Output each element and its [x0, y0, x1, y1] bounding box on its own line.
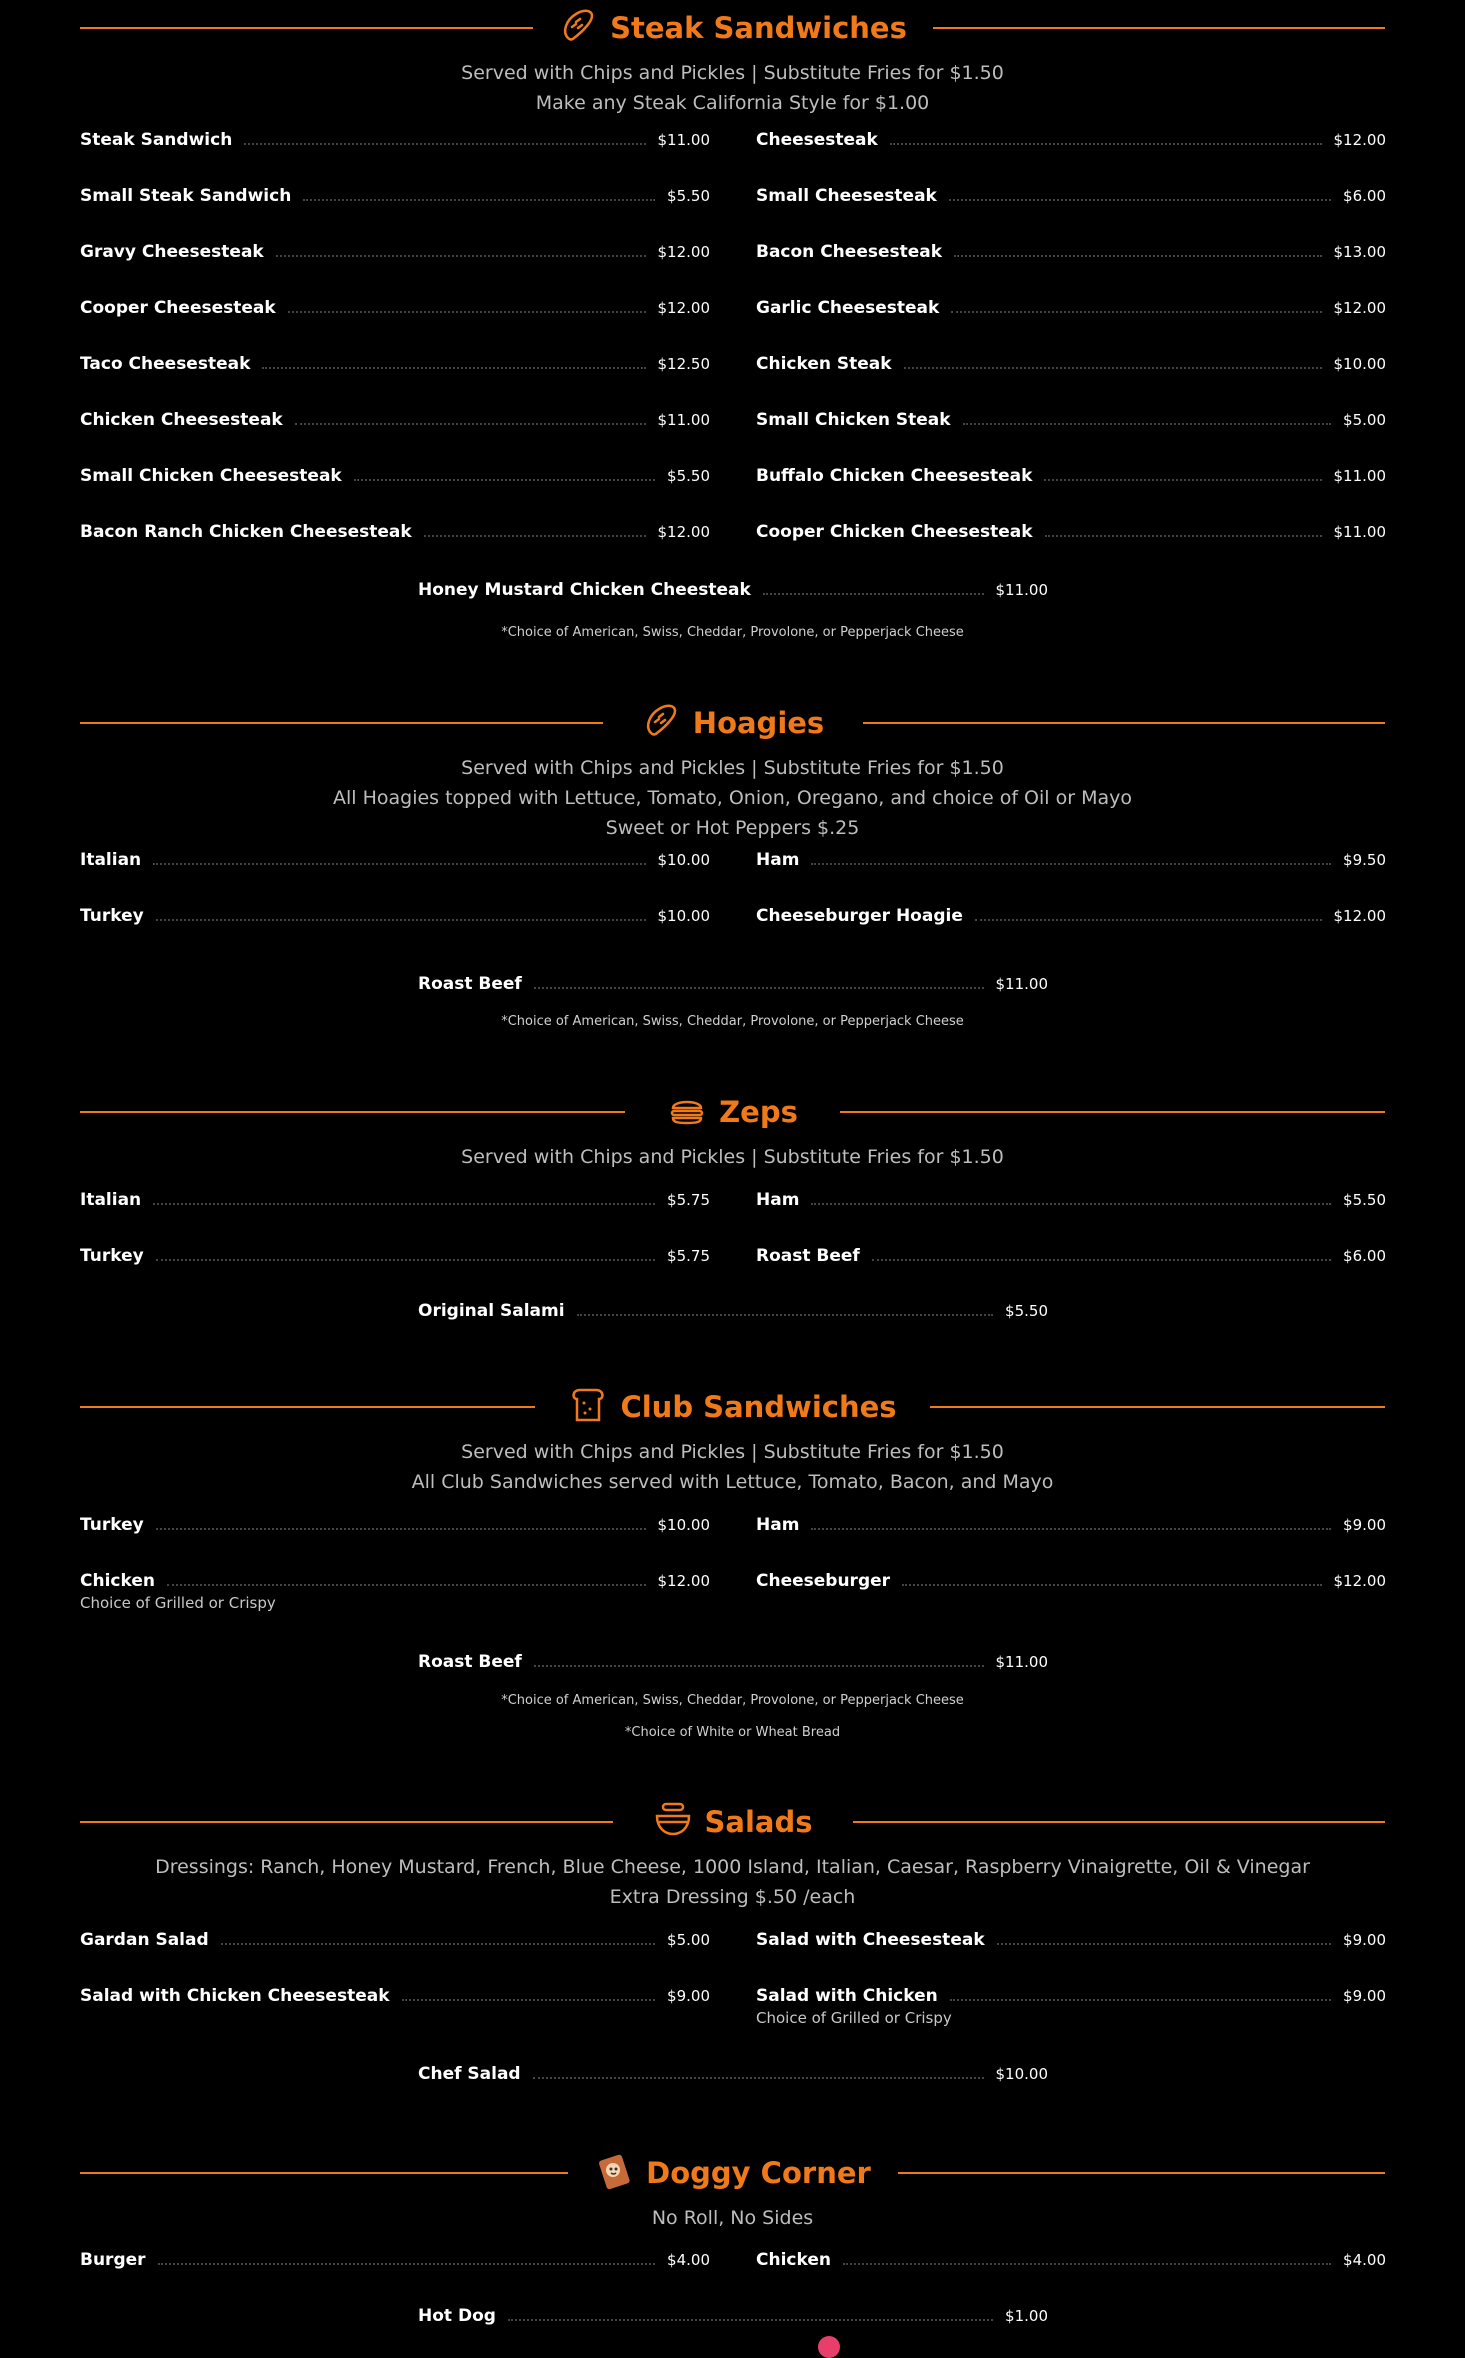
item-price: $11.00	[995, 1653, 1048, 1671]
bread-icon	[641, 701, 681, 745]
section-title: Hoagies	[692, 706, 825, 740]
section-title: Salads	[704, 1805, 813, 1839]
menu-item	[80, 237, 710, 267]
dot-leader	[508, 2319, 993, 2321]
section-note: Served with Chips and Pickles | Substitute Fries for $1.50	[461, 62, 1004, 84]
section-zeps	[80, 1084, 1385, 1172]
item-name: Italian	[80, 1190, 142, 1210]
menu-item	[80, 517, 710, 547]
section-note: Served with Chips and Pickles | Substitute Fries for $1.50	[461, 757, 1004, 779]
fine-print: *Choice of American, Swiss, Cheddar, Provolone, or Pepperjack Cheese	[501, 1014, 964, 1029]
item-price: $12.00	[1333, 907, 1386, 925]
item-price: $4.00	[1343, 2251, 1386, 2269]
item-name: Roast Beef	[418, 974, 522, 994]
bread-icon	[558, 6, 598, 50]
item-price: $5.50	[1005, 1302, 1048, 1320]
item-price: $5.75	[667, 1191, 710, 1209]
menu-item	[756, 1981, 1386, 2027]
item-name: Cooper Cheesesteak	[80, 298, 276, 318]
item-name: Buffalo Chicken Cheesesteak	[756, 466, 1033, 486]
dot-leader	[1045, 535, 1322, 537]
item-price: $5.00	[1343, 411, 1386, 429]
dot-leader	[904, 367, 1322, 369]
item-name: Garlic Cheesesteak	[756, 298, 940, 318]
item-name: Hot Dog	[418, 2306, 496, 2326]
menu-item	[80, 1241, 710, 1271]
section-header	[80, 2145, 1385, 2201]
bowl-icon	[653, 1800, 693, 1844]
item-name: Small Chicken Steak	[756, 410, 951, 430]
menu-item	[756, 181, 1386, 211]
dot-leader	[951, 311, 1321, 313]
item-price: $13.00	[1333, 243, 1386, 261]
item-name: Gravy Cheesesteak	[80, 242, 264, 262]
item-price: $11.00	[995, 975, 1048, 993]
item-price: $11.00	[657, 411, 710, 429]
dot-leader	[153, 1203, 655, 1205]
menu-item	[756, 293, 1386, 323]
dot-leader	[577, 1314, 994, 1316]
item-name: Salad with Chicken	[756, 1986, 938, 2006]
toast-icon	[568, 1385, 608, 1429]
section-doggy-corner	[80, 2145, 1385, 2233]
menu-item-centered	[418, 575, 1048, 605]
section-hoagies	[80, 695, 1385, 843]
menu-item-centered	[418, 2059, 1048, 2089]
dot-leader	[402, 1999, 656, 2001]
item-name: Turkey	[80, 1246, 144, 1266]
item-name: Chicken Cheesesteak	[80, 410, 283, 430]
item-name: Gardan Salad	[80, 1930, 209, 1950]
item-name: Chicken	[80, 1571, 155, 1591]
section-notes	[80, 1142, 1385, 1172]
dot-leader	[156, 1528, 646, 1530]
menu-item	[756, 125, 1386, 155]
fine-print: *Choice of American, Swiss, Cheddar, Provolone, or Pepperjack Cheese	[501, 1693, 964, 1708]
item-name: Turkey	[80, 906, 144, 926]
section-steak-sandwiches	[80, 0, 1385, 118]
burger-icon	[667, 1090, 707, 1134]
item-price: $9.00	[667, 1987, 710, 2005]
dot-leader	[811, 1203, 1331, 1205]
item-price: $10.00	[995, 2065, 1048, 2083]
section-note: Extra Dressing $.50 /each	[609, 1886, 856, 1908]
dot-leader	[534, 987, 984, 989]
item-name: Chicken	[756, 2250, 831, 2270]
menu-item	[80, 181, 710, 211]
section-header	[80, 0, 1385, 56]
menu-item	[80, 1510, 710, 1540]
dot-leader	[811, 1528, 1331, 1530]
section-title: Doggy Corner	[646, 2156, 871, 2190]
item-name: Roast Beef	[418, 1652, 522, 1672]
section-note: Make any Steak California Style for $1.00	[535, 92, 930, 114]
item-price: $12.00	[657, 299, 710, 317]
menu-item	[80, 901, 710, 931]
item-price: $6.00	[1343, 1247, 1386, 1265]
notification-badge[interactable]	[818, 2336, 840, 2358]
menu-item	[756, 1925, 1386, 1955]
menu-item	[756, 237, 1386, 267]
item-name: Bacon Ranch Chicken Cheesesteak	[80, 522, 412, 542]
dot-leader	[262, 367, 645, 369]
dot-leader	[975, 919, 1322, 921]
section-club-sandwiches	[80, 1379, 1385, 1497]
menu-item	[756, 1566, 1386, 1596]
section-notes	[80, 58, 1385, 118]
dot-leader	[156, 1259, 655, 1261]
section-note: Served with Chips and Pickles | Substitute Fries for $1.50	[461, 1441, 1004, 1463]
item-price: $12.00	[1333, 131, 1386, 149]
dot-leader	[902, 1584, 1321, 1586]
item-name: Chicken Steak	[756, 354, 892, 374]
item-price: $5.75	[667, 1247, 710, 1265]
item-name: Salad with Cheesesteak	[756, 1930, 985, 1950]
menu-item	[756, 901, 1386, 931]
menu-item-centered	[418, 969, 1048, 999]
menu-item	[80, 405, 710, 435]
menu-item	[80, 293, 710, 323]
item-price: $12.00	[1333, 299, 1386, 317]
dot-leader	[295, 423, 646, 425]
section-note: All Club Sandwiches served with Lettuce, Tomato, Bacon, and Mayo	[411, 1471, 1054, 1493]
menu-item-centered	[418, 2301, 1048, 2331]
fine-print: *Choice of White or Wheat Bread	[624, 1725, 841, 1740]
item-name: Cooper Chicken Cheesesteak	[756, 522, 1033, 542]
section-title: Zeps	[719, 1095, 798, 1129]
menu-item	[80, 1566, 710, 1612]
dot-leader	[156, 919, 646, 921]
item-name: Burger	[80, 2250, 146, 2270]
item-price: $9.00	[1343, 1987, 1386, 2005]
dot-leader	[221, 1943, 655, 1945]
item-price: $5.50	[1343, 1191, 1386, 1209]
section-title: Steak Sandwiches	[610, 11, 907, 45]
section-notes	[80, 753, 1385, 843]
item-price: $12.00	[657, 523, 710, 541]
dot-leader	[949, 199, 1331, 201]
item-price: $11.00	[1333, 467, 1386, 485]
item-name: Italian	[80, 850, 142, 870]
item-price: $5.50	[667, 187, 710, 205]
item-name: Cheeseburger	[756, 1571, 891, 1591]
section-note: Sweet or Hot Peppers $.25	[605, 817, 860, 839]
menu-item	[756, 461, 1386, 491]
item-price: $12.00	[1333, 1572, 1386, 1590]
item-price: $11.00	[657, 131, 710, 149]
dot-leader	[533, 2077, 984, 2079]
item-price: $4.00	[667, 2251, 710, 2269]
item-name: Small Cheesesteak	[756, 186, 937, 206]
dog-food-icon	[594, 2151, 634, 2195]
item-price: $9.00	[1343, 1931, 1386, 1949]
section-title: Club Sandwiches	[620, 1390, 897, 1424]
menu-item	[756, 845, 1386, 875]
dot-leader	[424, 535, 646, 537]
item-price: $12.50	[657, 355, 710, 373]
dot-leader	[288, 311, 646, 313]
section-note: Dressings: Ranch, Honey Mustard, French, Blue Cheese, 1000 Island, Italian, Caesar, Raspberry Vinaigrette, Oil & Vinegar	[155, 1856, 1310, 1878]
dot-leader	[303, 199, 655, 201]
item-price: $10.00	[657, 907, 710, 925]
item-price: $12.00	[657, 1572, 710, 1590]
dot-leader	[811, 863, 1331, 865]
item-name: Chef Salad	[418, 2064, 521, 2084]
menu-item	[80, 845, 710, 875]
fine-print: *Choice of American, Swiss, Cheddar, Provolone, or Pepperjack Cheese	[501, 625, 964, 640]
section-note: No Roll, No Sides	[651, 2207, 814, 2229]
dot-leader	[167, 1584, 646, 1586]
item-name: Small Chicken Cheesesteak	[80, 466, 342, 486]
dot-leader	[890, 143, 1322, 145]
section-header	[80, 695, 1385, 751]
item-price: $9.50	[1343, 851, 1386, 869]
dot-leader	[1044, 479, 1321, 481]
menu-item	[80, 1925, 710, 1955]
dot-leader	[950, 1999, 1331, 2001]
dot-leader	[963, 423, 1331, 425]
menu-item	[756, 1185, 1386, 1215]
menu-item	[756, 349, 1386, 379]
item-name: Roast Beef	[756, 1246, 860, 1266]
menu-item	[756, 517, 1386, 547]
item-price: $6.00	[1343, 187, 1386, 205]
item-name: Taco Cheesesteak	[80, 354, 251, 374]
menu-item	[80, 349, 710, 379]
item-price: $9.00	[1343, 1516, 1386, 1534]
menu-item	[80, 1185, 710, 1215]
item-name: Small Steak Sandwich	[80, 186, 292, 206]
item-subtext: Choice of Grilled or Crispy	[80, 1594, 276, 1612]
dot-leader	[276, 255, 646, 257]
item-name: Ham	[756, 1190, 800, 1210]
item-price: $5.50	[667, 467, 710, 485]
menu-item	[756, 2245, 1386, 2275]
section-salads	[80, 1794, 1385, 1912]
item-name: Ham	[756, 1515, 800, 1535]
section-header	[80, 1794, 1385, 1850]
section-header	[80, 1379, 1385, 1435]
section-note: All Hoagies topped with Lettuce, Tomato, Onion, Oregano, and choice of Oil or Mayo	[332, 787, 1132, 809]
item-name: Cheesesteak	[756, 130, 878, 150]
section-notes	[80, 1852, 1385, 1912]
menu-item	[80, 1981, 710, 2011]
section-header	[80, 1084, 1385, 1140]
item-name: Original Salami	[418, 1301, 565, 1321]
dot-leader	[244, 143, 645, 145]
menu-item	[756, 1241, 1386, 1271]
menu-item	[756, 405, 1386, 435]
dot-leader	[158, 2263, 656, 2265]
item-price: $11.00	[995, 581, 1048, 599]
item-price: $10.00	[657, 851, 710, 869]
item-price: $12.00	[657, 243, 710, 261]
item-price: $10.00	[657, 1516, 710, 1534]
dot-leader	[763, 593, 984, 595]
item-name: Honey Mustard Chicken Cheesteak	[418, 580, 751, 600]
item-name: Cheeseburger Hoagie	[756, 906, 963, 926]
menu-item-centered	[418, 1647, 1048, 1677]
item-price: $5.00	[667, 1931, 710, 1949]
item-price: $1.00	[1005, 2307, 1048, 2325]
item-name: Ham	[756, 850, 800, 870]
item-subtext: Choice of Grilled or Crispy	[756, 2009, 952, 2027]
dot-leader	[954, 255, 1321, 257]
item-price: $11.00	[1333, 523, 1386, 541]
dot-leader	[534, 1665, 984, 1667]
item-price: $10.00	[1333, 355, 1386, 373]
menu-item	[80, 2245, 710, 2275]
item-name: Turkey	[80, 1515, 144, 1535]
dot-leader	[843, 2263, 1331, 2265]
menu-item	[80, 461, 710, 491]
dot-leader	[153, 863, 645, 865]
section-notes	[80, 1437, 1385, 1497]
item-name: Bacon Cheesesteak	[756, 242, 943, 262]
section-notes	[80, 2203, 1385, 2233]
dot-leader	[872, 1259, 1331, 1261]
dot-leader	[997, 1943, 1331, 1945]
menu-item	[80, 125, 710, 155]
menu-item	[756, 1510, 1386, 1540]
item-name: Salad with Chicken Cheesesteak	[80, 1986, 390, 2006]
item-name: Steak Sandwich	[80, 130, 233, 150]
section-note: Served with Chips and Pickles | Substitute Fries for $1.50	[461, 1146, 1004, 1168]
menu-item-centered	[418, 1296, 1048, 1326]
dot-leader	[354, 479, 655, 481]
